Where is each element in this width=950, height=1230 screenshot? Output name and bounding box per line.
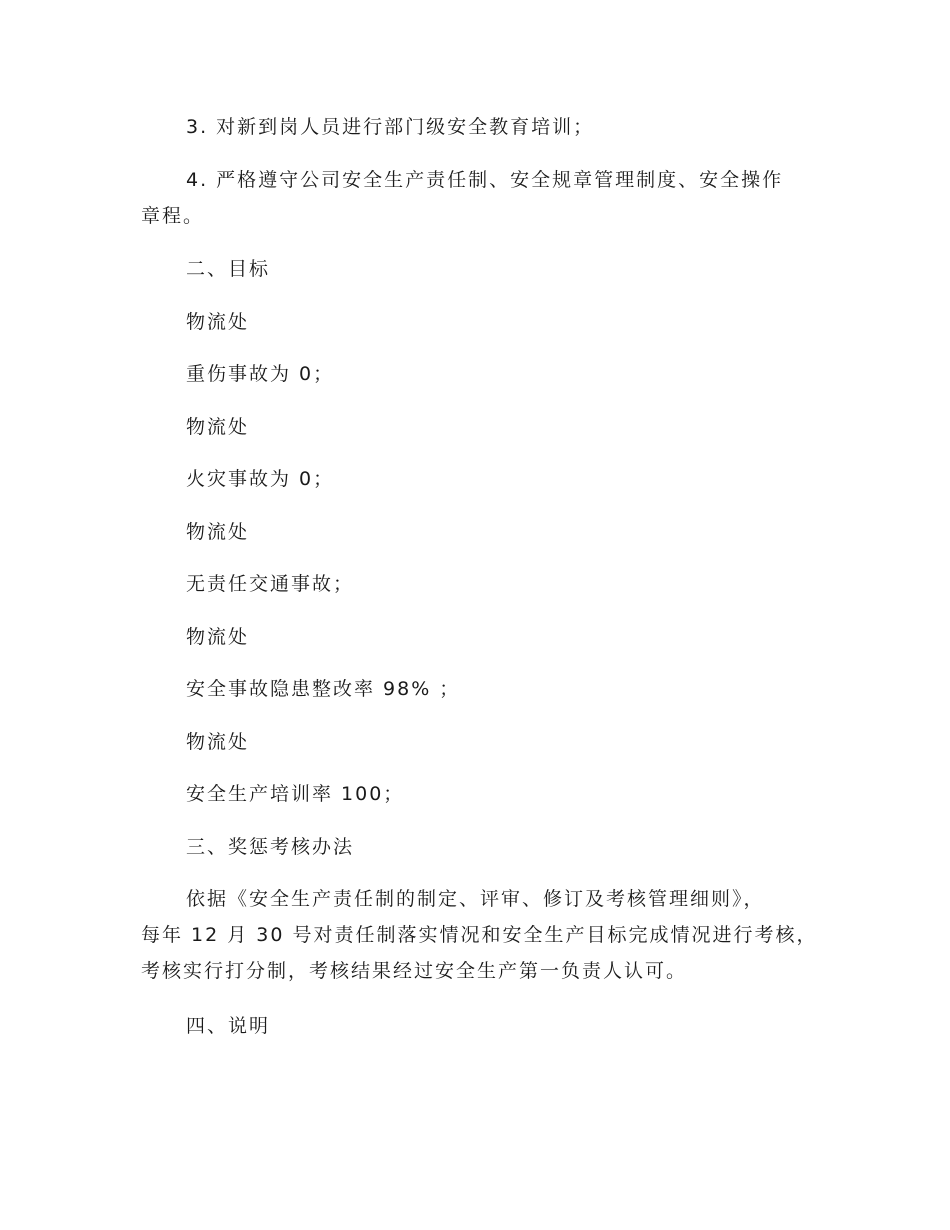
- target-department: 物流处: [186, 521, 250, 543]
- list-item-4-line-1: 4. 严格遵守公司安全生产责任制、安全规章管理制度、安全操作: [186, 169, 784, 191]
- target-goal: 重伤事故为 0；: [186, 363, 335, 385]
- section-2-heading: 二、目标: [186, 258, 271, 280]
- target-goal: 火灾事故为 0；: [186, 468, 335, 490]
- list-item-3: 3. 对新到岗人员进行部门级安全教育培训；: [186, 116, 595, 138]
- list-item-4-line-2: 章程。: [141, 205, 205, 227]
- target-department: 物流处: [186, 731, 250, 753]
- section-3-paragraph-line-1: 依据《安全生产责任制的制定、评审、修订及考核管理细则》，: [186, 888, 765, 910]
- target-department: 物流处: [186, 416, 250, 438]
- target-goal: 安全生产培训率 100；: [186, 783, 405, 805]
- target-department: 物流处: [186, 626, 250, 648]
- target-department: 物流处: [186, 311, 250, 333]
- section-3-heading: 三、奖惩考核办法: [186, 836, 355, 858]
- section-4-heading: 四、说明: [186, 1015, 271, 1037]
- target-goal: 无责任交通事故；: [186, 573, 355, 595]
- section-3-paragraph-line-3: 考核实行打分制，考核结果经过安全生产第一负责人认可。: [141, 960, 688, 982]
- target-goal: 安全事故隐患整改率 98% ；: [186, 678, 461, 700]
- section-3-paragraph-line-2: 每年 12 月 30 号对责任制落实情况和安全生产目标完成情况进行考核，: [141, 924, 818, 946]
